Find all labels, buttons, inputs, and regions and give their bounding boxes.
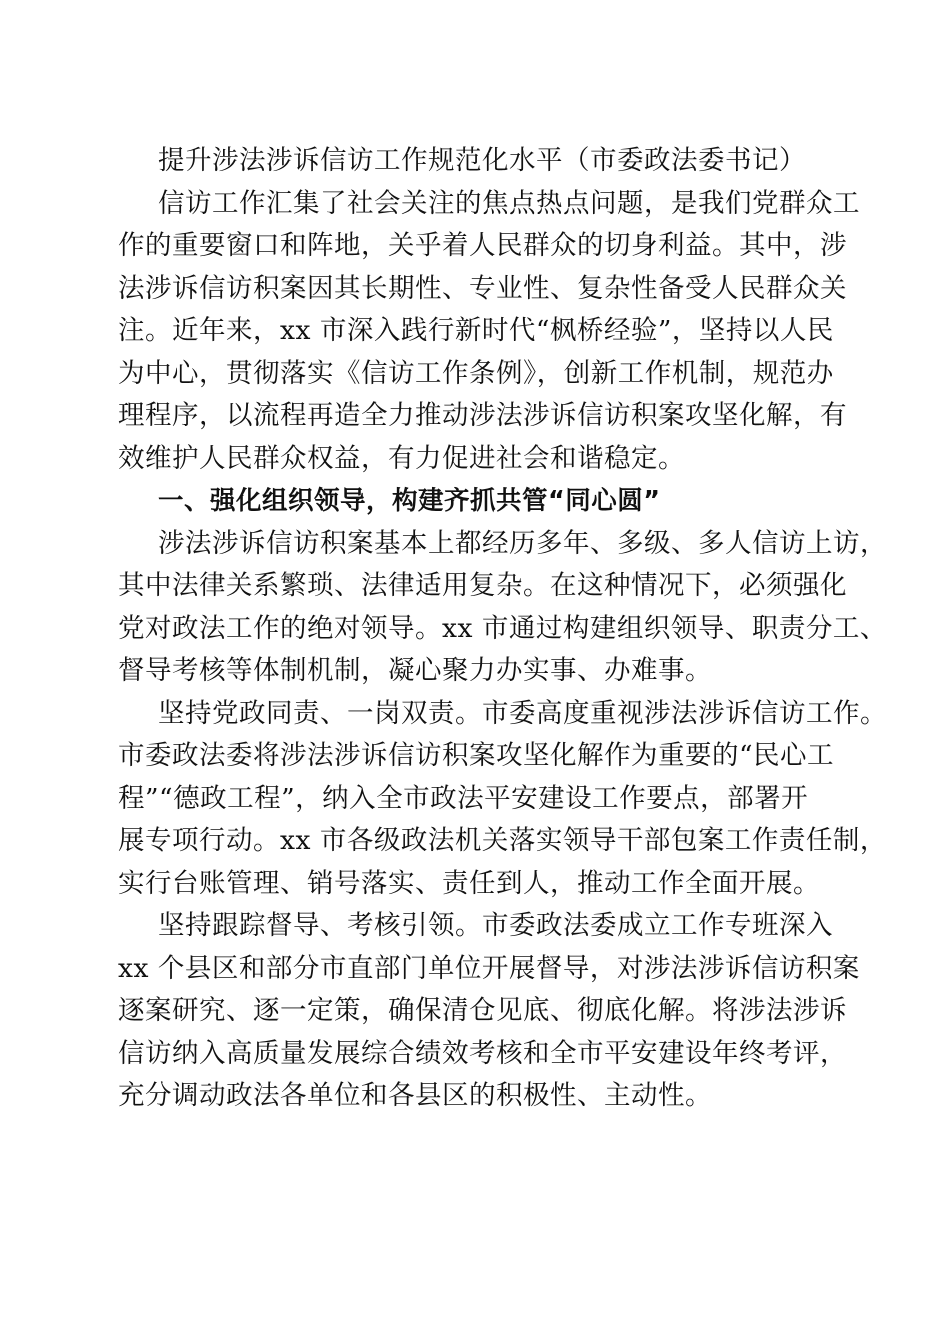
paragraph-line: 程”“德政工程”，纳入全市政法平安建设工作要点，部署开 xyxy=(118,782,809,814)
paragraph-line: 信访工作汇集了社会关注的焦点热点问题，是我们党群众工 xyxy=(158,187,860,219)
paragraph-line: 为中心，贯彻落实《信访工作条例》，创新工作机制，规范办 xyxy=(118,357,834,389)
paragraph-line: 信访纳入高质量发展综合绩效考核和全市平安建设年终考评， xyxy=(118,1037,847,1069)
paragraph-line: 注。近年来，xx 市深入践行新时代“枫桥经验”，坚持以人民 xyxy=(118,315,834,346)
paragraph-line: xx 个县区和部分市直部门单位开展督导，对涉法涉诉信访积案 xyxy=(118,952,860,984)
document-body xyxy=(118,140,887,1118)
section1-paragraph-1 xyxy=(118,523,887,693)
paragraph-line: 展专项行动。xx 市各级政法机关落实领导干部包案工作责任制， xyxy=(118,825,887,856)
paragraph-line: 督导考核等体制机制，凝心聚力办实事、办难事。 xyxy=(118,655,712,686)
document-title xyxy=(118,140,830,183)
paragraph-line: 党对政法工作的绝对领导。xx 市通过构建组织领导、职责分工、 xyxy=(118,612,887,644)
title-line: 提升涉法涉诉信访工作规范化水平（市委政法委书记） xyxy=(158,145,806,176)
paragraph-line: 坚持党政同责、一岗双责。市委高度重视涉法涉诉信访工作。 xyxy=(158,697,887,729)
paragraph-line: 效维护人民群众权益，有力促进社会和谐稳定。 xyxy=(118,442,685,474)
section1-paragraph-2 xyxy=(118,693,887,906)
paragraph-line: 法涉诉信访积案因其长期性、专业性、复杂性备受人民群众关 xyxy=(118,272,847,304)
intro-paragraph xyxy=(118,183,860,481)
paragraph-line: 实行台账管理、销号落实、责任到人，推动工作全面开展。 xyxy=(118,867,820,899)
section1-paragraph-3 xyxy=(118,905,860,1118)
section-heading: 一、强化组织领导，构建齐抓共管“同心圆” xyxy=(158,486,661,516)
paragraph-line: 充分调动政法各单位和各县区的积极性、主动性。 xyxy=(118,1080,712,1111)
paragraph-line: 理程序，以流程再造全力推动涉法涉诉信访积案攻坚化解，有 xyxy=(118,400,847,431)
paragraph-line: 涉法涉诉信访积案基本上都经历多年、多级、多人信访上访， xyxy=(158,527,887,559)
paragraph-line: 逐案研究、逐一定策，确保清仓见底、彻底化解。将涉法涉诉 xyxy=(118,995,847,1026)
paragraph-line: 其中法律关系繁琐、法律适用复杂。在这种情况下，必须强化 xyxy=(118,570,847,601)
paragraph-line: 作的重要窗口和阵地，关乎着人民群众的切身利益。其中，涉 xyxy=(118,230,847,261)
paragraph-line: 市委政法委将涉法涉诉信访积案攻坚化解作为重要的“民心工 xyxy=(118,740,835,771)
paragraph-line: 坚持跟踪督导、考核引领。市委政法委成立工作专班深入 xyxy=(158,910,833,941)
